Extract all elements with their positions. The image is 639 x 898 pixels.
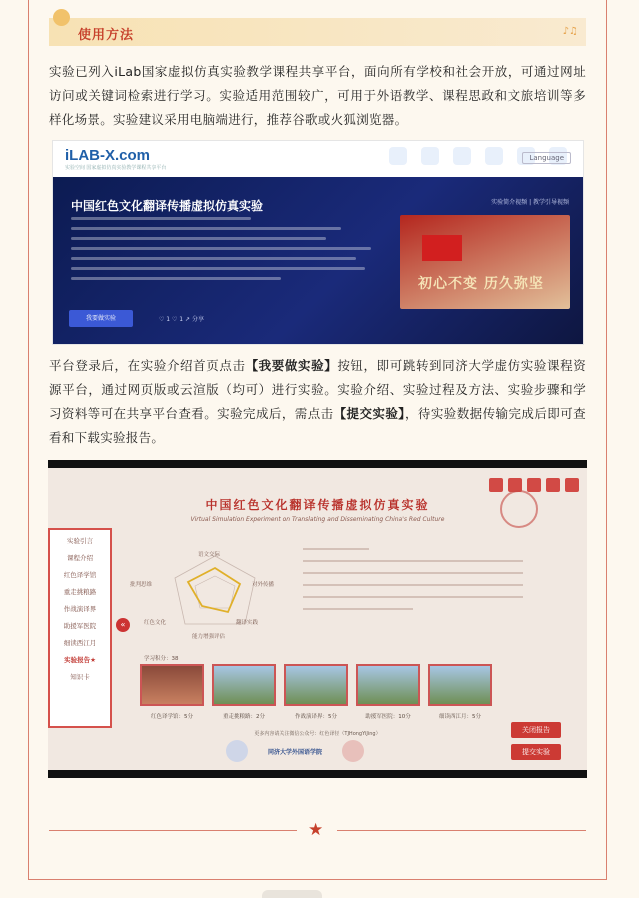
toolbar: [489, 478, 579, 492]
sidebar-item: 重走挑粮路: [63, 588, 97, 596]
scene-thumb: [356, 664, 420, 706]
sidebar-item: 细读西江月: [63, 639, 97, 647]
sidebar-item: 红色译学馆: [63, 571, 97, 579]
scene-thumb: [428, 664, 492, 706]
report-intro-text: [303, 548, 523, 620]
radar-label: 批判思维: [130, 582, 153, 588]
start-experiment-button: 我要做实验: [69, 310, 133, 327]
sidebar-item: 课程介绍: [67, 554, 93, 562]
sidebar-item: 实验引言: [67, 537, 93, 545]
partner-logos: 同济大学外国语学院: [226, 740, 364, 762]
score-label: 学习积分：38: [144, 656, 179, 662]
national-flag-icon: [422, 235, 462, 261]
header-dot-decoration: [53, 9, 70, 26]
fullscreen-icon: [489, 478, 503, 492]
ilab-banner: [53, 177, 584, 345]
home-icon: [527, 478, 541, 492]
sim-subtitle: Virtual Simulation Experiment on Translating and Disseminating China's Red Culture: [190, 516, 445, 523]
sim-sidebar: [48, 528, 112, 728]
scene-thumb: [140, 664, 204, 706]
language-button: Language: [522, 152, 571, 164]
slogan: 初心不变 历久弥坚: [418, 276, 544, 292]
star-icon: ★: [308, 820, 324, 840]
divider-left: [49, 830, 297, 831]
ilab-logo: iLAB-X.com 实验空间 国家虚拟仿真实验教学课程共享平台: [65, 147, 167, 171]
sidebar-item-report: 实验报告★: [64, 656, 96, 664]
radar-label: 语文交际: [198, 552, 221, 558]
wechat-footer: 更多内容请关注微信公众号：红色译径（TJHongYiJing）: [254, 731, 381, 737]
grid-icon: [453, 147, 471, 165]
sidebar-item: 助援军医院: [63, 622, 97, 630]
video-links: 实验简介视频 | 教学引导视频: [491, 199, 569, 206]
radar-label: 能力增强评估: [192, 634, 226, 640]
bottom-tab: [262, 890, 322, 898]
flask-icon: [421, 147, 439, 165]
ilab-screenshot: [52, 140, 584, 345]
collapse-arrow-icon: «: [116, 618, 130, 632]
scene-thumb: [212, 664, 276, 706]
close-report-button: 关闭报告: [511, 722, 561, 738]
submit-experiment-button: 提交实验: [511, 744, 561, 760]
paragraph-instructions: 平台登录后，在实验介绍首页点击【我要做实验】按钮，即可跳转到同济大学虚仿实验课程资源平台，通过网页版或云渲版（均可）进行实验。实验介绍、实验过程及方法、实验步骤和学习资料等可在共享平台查看。实验完成后，需点击【提交实验】，待实验数据传输完成后即可查看和下载实验报告。: [49, 358, 586, 445]
flag-image: [400, 215, 570, 309]
power-icon: [565, 478, 579, 492]
paragraph-intro: 实验已列入iLab国家虚拟仿真实验教学课程共享平台，面向所有学校和社会开放，可通过网址访问或关键词检索进行学习。实验适用范围较广，可用于外语教学、课程思政和文旅培训等多样化场景。实验建议采用电脑端进行，推荐谷歌或火狐浏览器。: [49, 64, 586, 127]
sidebar-item: 作战演译界: [63, 605, 97, 613]
experiment-description: [71, 217, 371, 287]
divider-right: [337, 830, 586, 831]
experiment-title: 中国红色文化翻译传播虚拟仿真实验: [71, 199, 264, 213]
radar-label: 翻译实践: [236, 620, 259, 626]
music-note-icon: ♪♫: [562, 26, 578, 37]
book-icon: [485, 147, 503, 165]
sidebar-item: 知识卡: [70, 673, 90, 681]
radar-label: 对外传播: [252, 582, 275, 588]
radar-label: 红色文化: [144, 620, 167, 626]
scene-thumb: [284, 664, 348, 706]
sim-title: 中国红色文化翻译传播虚拟仿真实验: [205, 498, 430, 512]
radar-chart: [140, 546, 290, 646]
like-share-bar: ♡ 1 ♡ 1 ↗ 分享: [159, 316, 204, 323]
experiment-screenshot: [48, 460, 587, 778]
university-seal-icon: [226, 740, 248, 762]
scene-scores: 红色译学馆：5分 重走挑粮路：2分 作战演译界：5分 助援军医院：10分 细读西江月：5分: [151, 714, 481, 720]
home-icon: [389, 147, 407, 165]
scene-thumbnails: [140, 664, 492, 706]
section-title: 使用方法: [78, 28, 135, 43]
ilab-navbar: [53, 141, 583, 175]
red-logo-icon: [342, 740, 364, 762]
section-header: [49, 18, 586, 46]
menu-icon: [546, 478, 560, 492]
